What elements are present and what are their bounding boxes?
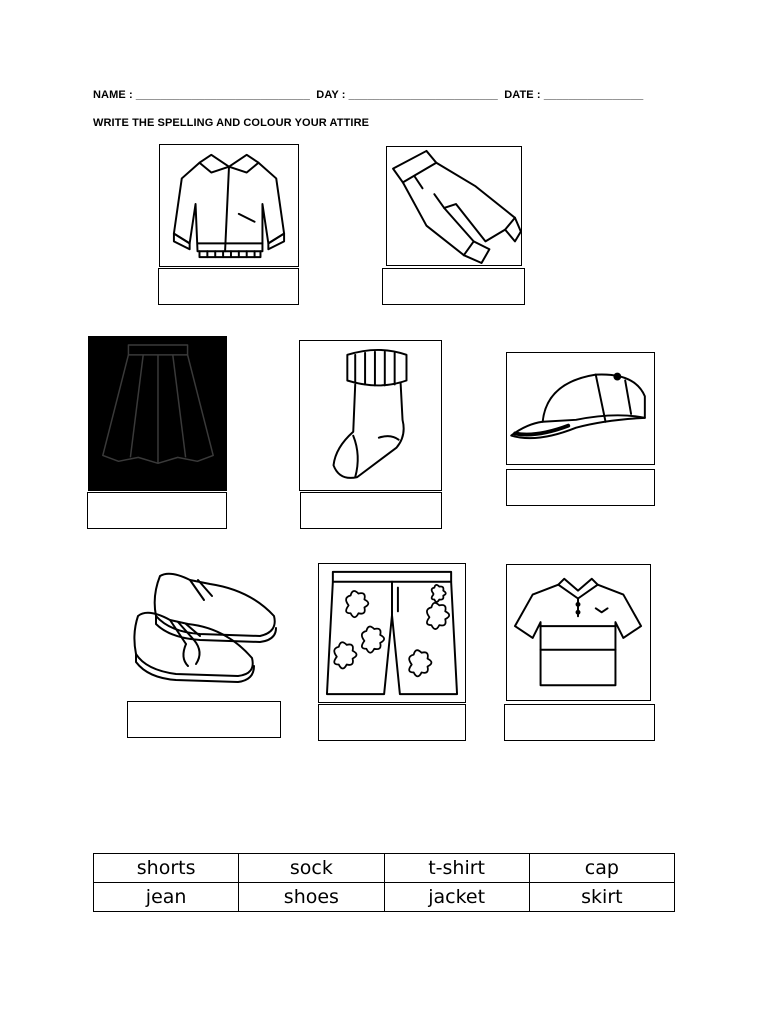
day-label: DAY : ________________________ <box>316 89 498 101</box>
answer-box-shorts[interactable] <box>318 704 466 741</box>
answer-box-jacket[interactable] <box>158 268 299 305</box>
answer-box-shoes[interactable] <box>127 701 281 738</box>
word-bank-table <box>93 853 675 912</box>
date-label: DATE : ________________ <box>504 89 644 101</box>
answer-box-jeans[interactable] <box>382 268 525 305</box>
word-bank-cell: sock <box>239 854 384 883</box>
name-day-date-line <box>93 89 643 101</box>
instruction: WRITE THE SPELLING AND COLOUR YOUR ATTIRE <box>93 117 370 129</box>
jeans-picture <box>386 146 522 266</box>
word-bank-cell: jean <box>94 883 239 912</box>
jacket-picture <box>159 144 299 267</box>
word-bank-cell: jacket <box>384 883 529 912</box>
answer-box-sock[interactable] <box>300 492 442 529</box>
answer-box-tshirt[interactable] <box>504 704 655 741</box>
answer-box-cap[interactable] <box>506 469 655 506</box>
tshirt-picture <box>506 564 651 701</box>
word-bank-cell: skirt <box>529 883 674 912</box>
word-bank-row <box>94 883 675 912</box>
sock-picture <box>299 340 442 491</box>
shoes-picture <box>130 566 280 686</box>
cap-picture <box>506 352 655 465</box>
word-bank-cell: t-shirt <box>384 854 529 883</box>
word-bank-row <box>94 854 675 883</box>
word-bank-cell: shorts <box>94 854 239 883</box>
answer-box-skirt[interactable] <box>87 492 227 529</box>
skirt-picture <box>88 336 227 491</box>
word-bank-cell: shoes <box>239 883 384 912</box>
word-bank-cell: cap <box>529 854 674 883</box>
name-label: NAME : ____________________________ <box>93 89 310 101</box>
shorts-picture <box>318 563 466 703</box>
